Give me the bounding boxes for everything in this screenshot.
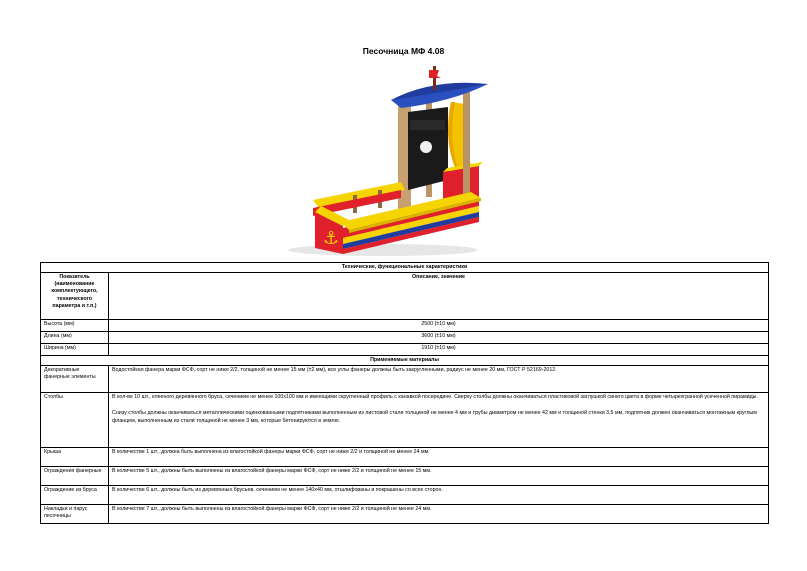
post (398, 100, 405, 218)
table-row (41, 505, 769, 524)
description-text: В количестве 7 шт., должны быть выполнены из влагостойкой фанеры марки ФСФ, сорт не ниже 2/2 и толщиной не менее 24 мм. (112, 506, 432, 513)
row-label: Ограждение из бруса (41, 486, 109, 505)
row-label: Ширина (мм) (41, 344, 109, 356)
anchor-icon: ⚓ (323, 228, 340, 249)
section-specs-heading: Технические, функциональные характеристики (41, 263, 769, 273)
table-row (41, 273, 769, 320)
description-text: Снизу столбы должны оканчиваться металлическими оцинкованными подпятниками выполненным из листовой стали толщиной не менее 4 мм и трубы диаметром не менее 42 мм и толщиной стенки 3,5 мм, подпятник должен оканчиваться монтажным круглым фланцем, выполненным из стали толщиной не менее 3 мм, которые бетонируются в землю. (112, 410, 757, 424)
row-label: Столбы (41, 393, 109, 448)
column-header-desc: Описание, значение (109, 273, 769, 320)
sandbox-ship-illustration (283, 62, 498, 262)
table-row (41, 344, 769, 356)
description-text: В количестве 6 шт., должны быть из деревянных брусьев, сечением не менее 140х40 мм, отшлифованы и покрашены со всех сторон. (112, 487, 443, 494)
table-row (41, 467, 769, 486)
row-label: Высота (мм) (41, 320, 109, 332)
row-label: Декоративные фанерные элементы (41, 366, 109, 393)
row-description (109, 448, 769, 467)
row-label: Накладки и парус песочницы (41, 505, 109, 524)
page-title: Песочница МФ 4.08 (362, 46, 445, 56)
table-row (41, 320, 769, 332)
table-row (41, 393, 769, 448)
column-header-param: Показатель (наименование комплектующего, технического параметра и т.п.) (41, 273, 109, 320)
row-description (109, 486, 769, 505)
description-text: В кол-ве 10 шт., клееного деревянного бруса, сечением не менее 100х100 мм и имеющими скругленный профиль с канавкой посередине. Сверху столбы должны оканчиваться пластиковой заглушкой синего цвета в форме четырехгранной усеченной пирамиды. (112, 394, 758, 401)
row-description (109, 366, 769, 393)
description-text: В количестве 1 шт., должна быть выполнена из влагостойкой фанеры марки ФСФ, сорт не ниже 2/2 и толщиной не менее 24 мм. (112, 449, 430, 456)
description-text: В количестве 5 шт., должны быть выполнены из влагостойкой фанеры марки ФСФ, сорт не ниже 2/2 и толщиной не менее 15 мм. (112, 468, 432, 475)
post (463, 92, 470, 200)
table-row (41, 356, 769, 366)
row-value: 1910 (±10 мм) (109, 344, 769, 356)
table-row (41, 263, 769, 273)
table-row (41, 448, 769, 467)
row-description (109, 393, 769, 448)
table-row (41, 366, 769, 393)
porthole (420, 141, 432, 153)
row-label: Ограждения фанерные (41, 467, 109, 486)
row-value: 3600 (±10 мм) (109, 332, 769, 344)
row-value: 2500 (±10 мм) (109, 320, 769, 332)
row-description (109, 505, 769, 524)
row-description (109, 467, 769, 486)
row-label: Крыша (41, 448, 109, 467)
table-row (41, 332, 769, 344)
spec-table (40, 262, 769, 524)
section-materials-heading: Применяемые материалы (41, 356, 769, 366)
flag (429, 70, 441, 78)
table-row (41, 486, 769, 505)
description-text: Водостойкая фанера марки ФСФ, сорт не ниже 2/2, толщиной не менее 15 мм (±2 мм), все углы фанеры должны быть закругленными, радиус не менее 20 мм, ГОСТ Р 52169-2012. (112, 367, 557, 374)
row-label: Длина (мм) (41, 332, 109, 344)
